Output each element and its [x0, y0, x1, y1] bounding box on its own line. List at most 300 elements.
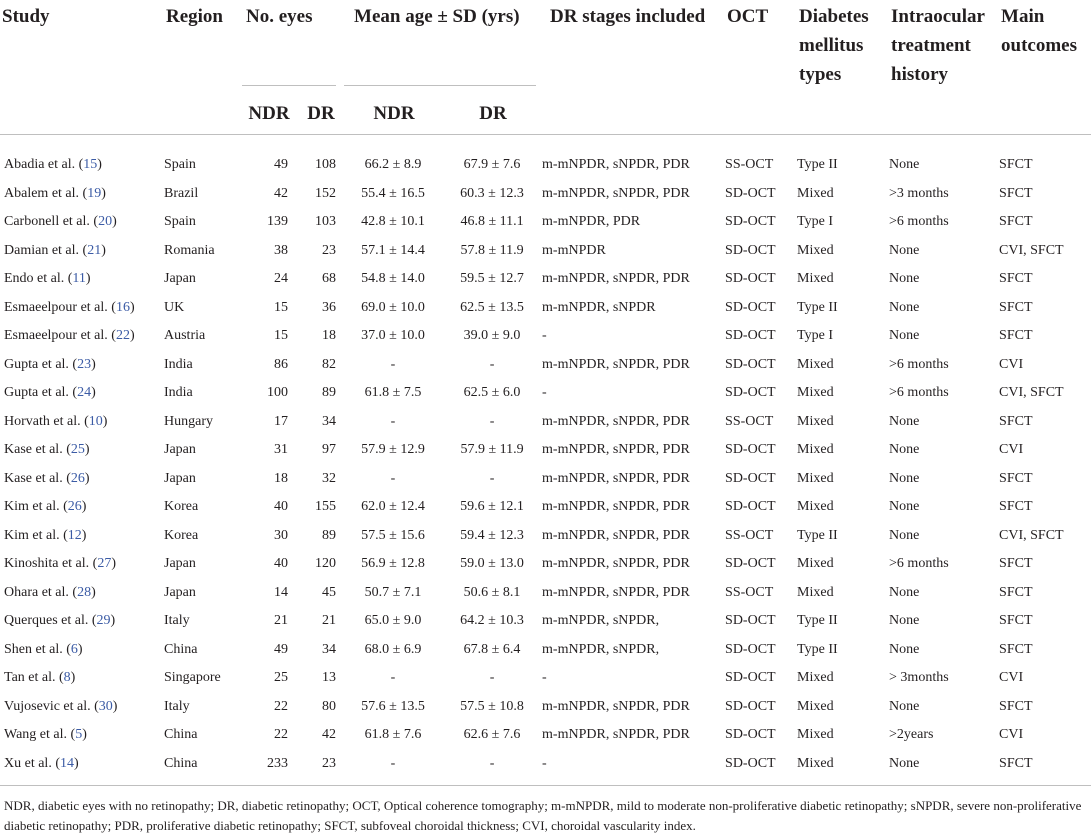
- cell-main-outcomes: SFCT: [999, 413, 1033, 429]
- cell-dr-stages: m-mNPDR, sNPDR, PDR: [542, 185, 690, 201]
- cell-region: Japan: [164, 470, 196, 486]
- cell-age-ndr: 57.6 ± 13.5: [361, 698, 425, 714]
- study-name: Esmaeelpour et al. (: [4, 328, 116, 343]
- cell-diabetes-type: Mixed: [797, 499, 834, 514]
- header-treatment-line1: Intraocular: [891, 6, 985, 27]
- cell-eyes-dr: 120: [315, 556, 337, 571]
- cell-study: [0, 465, 164, 494]
- study-name: Querques et al. (: [4, 613, 97, 628]
- cell-eyes-dr: 152: [315, 185, 337, 201]
- cell-study: [0, 750, 164, 779]
- study-name: Wang et al. (: [4, 727, 76, 742]
- cell-age-ndr: -: [390, 670, 396, 685]
- cell-study: [0, 436, 164, 465]
- cell-main-outcomes: SFCT: [999, 271, 1033, 286]
- cell-dr-stages: -: [542, 670, 547, 685]
- cell-treatment-history: None: [889, 470, 920, 486]
- cell-age-dr: 39.0 ± 9.0: [463, 328, 521, 343]
- header-mean-age: Mean age ± SD (yrs): [354, 6, 520, 27]
- cell-dr-stages: m-mNPDR, sNPDR, PDR: [542, 157, 690, 172]
- header-region: Region: [166, 6, 223, 27]
- cell-study: [0, 579, 164, 608]
- reference-link[interactable]: 19: [87, 185, 102, 201]
- cell-region: Spain: [164, 214, 196, 229]
- cell-region: China: [164, 641, 198, 657]
- cell-eyes-ndr: 49: [274, 157, 288, 172]
- reference-close-paren: ): [91, 584, 96, 600]
- cell-dr-stages: m-mNPDR, sNPDR, PDR: [542, 556, 690, 571]
- cell-eyes-dr: 32: [322, 470, 337, 486]
- cell-dr-stages: m-mNPDR, sNPDR, PDR: [542, 527, 690, 543]
- cell-eyes-dr: 13: [322, 670, 337, 685]
- header-treatment-history: [889, 0, 999, 89]
- cell-main-outcomes: SFCT: [999, 613, 1033, 628]
- reference-link[interactable]: 30: [98, 698, 113, 714]
- cell-age-ndr: 54.8 ± 14.0: [361, 271, 425, 286]
- cell-age-ndr: 42.8 ± 10.1: [361, 214, 425, 229]
- cell-dr-stages: -: [542, 755, 547, 771]
- table-row: [0, 465, 1091, 494]
- cell-region: Korea: [164, 499, 199, 514]
- cell-diabetes-type: Mixed: [797, 584, 834, 600]
- reference-link[interactable]: 14: [59, 755, 74, 771]
- cell-eyes-ndr: 14: [274, 584, 288, 600]
- cell-oct: SS-OCT: [725, 527, 774, 543]
- study-name: Kinoshita et al. (: [4, 556, 98, 571]
- table-row: [0, 693, 1091, 722]
- table-row: [0, 141, 1091, 180]
- table-row: [0, 493, 1091, 522]
- cell-age-ndr: -: [390, 755, 396, 771]
- cell-region: Japan: [164, 442, 196, 457]
- reference-close-paren: ): [111, 556, 116, 571]
- reference-close-paren: ): [82, 727, 87, 742]
- reference-link[interactable]: 6: [70, 641, 78, 657]
- cell-oct: SD-OCT: [725, 698, 776, 714]
- cell-eyes-dr: 34: [322, 413, 337, 429]
- cell-oct: SD-OCT: [725, 442, 776, 457]
- header-diabetes-types: [797, 0, 889, 89]
- header-outcomes-line2: outcomes: [1001, 35, 1078, 56]
- cell-age-dr: 59.6 ± 12.1: [460, 499, 524, 514]
- cell-age-dr: -: [489, 755, 495, 771]
- reference-close-paren: ): [112, 698, 118, 714]
- cell-age-ndr: 69.0 ± 10.0: [361, 299, 425, 315]
- cell-treatment-history: None: [889, 299, 920, 315]
- study-name: Tan et al. (: [4, 670, 64, 685]
- cell-main-outcomes: CVI: [999, 670, 1024, 685]
- cell-region: Japan: [164, 584, 196, 600]
- study-name: Xu et al. (: [4, 755, 60, 771]
- cell-main-outcomes: SFCT: [999, 556, 1033, 571]
- cell-age-dr: -: [489, 413, 495, 429]
- cell-eyes-dr: 82: [322, 356, 337, 372]
- table-row: [0, 351, 1091, 380]
- cell-treatment-history: None: [889, 157, 920, 172]
- cell-age-dr: 57.9 ± 11.9: [460, 442, 524, 457]
- cell-eyes-dr: 103: [315, 214, 337, 229]
- reference-close-paren: ): [110, 613, 116, 628]
- table-row: [0, 750, 1091, 779]
- study-name: Gupta et al. (: [4, 385, 78, 400]
- cell-diabetes-type: Mixed: [797, 442, 834, 457]
- reference-link[interactable]: 8: [63, 670, 71, 685]
- cell-eyes-ndr: 15: [274, 328, 288, 343]
- cell-dr-stages: m-mNPDR, sNPDR,: [542, 613, 660, 628]
- cell-main-outcomes: SFCT: [999, 499, 1033, 514]
- cell-region: Austria: [164, 328, 206, 343]
- study-name: Ohara et al. (: [4, 584, 78, 600]
- study-name: Abadia et al. (: [4, 157, 84, 172]
- cell-age-dr: 62.5 ± 13.5: [460, 299, 524, 315]
- cell-age-dr: -: [489, 670, 495, 685]
- cell-age-ndr: 37.0 ± 10.0: [361, 328, 425, 343]
- cell-age-dr: 46.8 ± 11.1: [460, 214, 524, 229]
- cell-age-ndr: 65.0 ± 9.0: [364, 613, 422, 628]
- cell-oct: SD-OCT: [725, 356, 776, 372]
- cell-eyes-dr: 45: [322, 584, 337, 600]
- cell-age-dr: 64.2 ± 10.3: [460, 613, 524, 628]
- cell-study: [0, 550, 164, 579]
- cell-age-ndr: 62.0 ± 12.4: [361, 499, 425, 514]
- cell-age-dr: 67.9 ± 7.6: [463, 157, 521, 172]
- cell-eyes-dr: 23: [322, 242, 337, 258]
- cell-eyes-ndr: 21: [274, 613, 288, 628]
- cell-age-dr: 67.8 ± 6.4: [463, 641, 521, 657]
- cell-dr-stages: m-mNPDR, sNPDR,: [542, 641, 660, 657]
- cell-main-outcomes: CVI, SFCT: [999, 527, 1064, 543]
- cell-dr-stages: -: [542, 385, 547, 400]
- table-row: [0, 208, 1091, 237]
- cell-main-outcomes: SFCT: [999, 328, 1033, 343]
- cell-study: [0, 322, 164, 351]
- no-eyes-group-rule: [242, 85, 336, 86]
- cell-main-outcomes: SFCT: [999, 641, 1033, 657]
- cell-eyes-ndr: 38: [274, 242, 288, 258]
- cell-diabetes-type: Type II: [797, 613, 838, 628]
- header-dr-stages: DR stages included: [550, 6, 706, 27]
- cell-study: [0, 294, 164, 323]
- subheader-eyes-dr: DR: [307, 103, 335, 124]
- table-row: [0, 265, 1091, 294]
- subheader-eyes-ndr: NDR: [248, 103, 290, 124]
- reference-close-paren: ): [102, 413, 108, 429]
- cell-treatment-history: None: [889, 755, 920, 771]
- cell-age-ndr: 66.2 ± 8.9: [364, 157, 422, 172]
- reference-link[interactable]: 20: [98, 214, 113, 229]
- cell-dr-stages: m-mNPDR, sNPDR, PDR: [542, 271, 690, 286]
- cell-eyes-ndr: 18: [274, 470, 288, 486]
- cell-study: [0, 141, 164, 180]
- cell-region: India: [164, 385, 193, 400]
- cell-diabetes-type: Type I: [797, 328, 833, 343]
- cell-region: Italy: [164, 698, 190, 714]
- cell-dr-stages: -: [542, 328, 547, 343]
- reference-close-paren: ): [73, 755, 79, 771]
- cell-treatment-history: None: [889, 641, 920, 657]
- cell-dr-stages: m-mNPDR, sNPDR, PDR: [542, 442, 690, 457]
- reference-link[interactable]: 28: [77, 584, 92, 600]
- table-row: [0, 664, 1091, 693]
- study-name: Damian et al. (: [4, 242, 88, 258]
- cell-treatment-history: >2years: [889, 727, 934, 742]
- cell-eyes-dr: 42: [322, 727, 337, 742]
- cell-eyes-dr: 68: [322, 271, 337, 286]
- cell-main-outcomes: SFCT: [999, 214, 1033, 229]
- cell-age-ndr: 68.0 ± 6.9: [364, 641, 422, 657]
- cell-main-outcomes: CVI: [999, 356, 1024, 372]
- reference-close-paren: ): [81, 527, 87, 543]
- cell-region: Hungary: [164, 413, 213, 429]
- cell-study: [0, 379, 164, 408]
- reference-link[interactable]: 26: [67, 499, 82, 514]
- cell-eyes-dr: 34: [322, 641, 337, 657]
- cell-eyes-ndr: 24: [274, 271, 288, 286]
- reference-link[interactable]: 22: [115, 328, 130, 343]
- reference-link[interactable]: 24: [77, 385, 92, 400]
- cell-oct: SD-OCT: [725, 299, 776, 315]
- cell-main-outcomes: CVI: [999, 442, 1024, 457]
- cell-age-dr: 62.6 ± 7.6: [463, 727, 521, 742]
- cell-eyes-ndr: 17: [274, 413, 288, 429]
- cell-dr-stages: m-mNPDR, sNPDR, PDR: [542, 727, 690, 742]
- cell-main-outcomes: SFCT: [999, 470, 1033, 486]
- cell-oct: SD-OCT: [725, 613, 776, 628]
- cell-region: Spain: [164, 157, 196, 172]
- reference-close-paren: ): [84, 442, 90, 457]
- reference-link[interactable]: 10: [88, 413, 103, 429]
- cell-eyes-ndr: 42: [274, 185, 288, 201]
- reference-link[interactable]: 15: [83, 157, 98, 172]
- table-row: [0, 436, 1091, 465]
- cell-eyes-ndr: 86: [274, 356, 288, 372]
- cell-eyes-ndr: 22: [274, 698, 288, 714]
- cell-diabetes-type: Mixed: [797, 670, 834, 685]
- reference-close-paren: ): [81, 499, 87, 514]
- study-name: Gupta et al. (: [4, 356, 78, 372]
- cell-eyes-ndr: 40: [274, 556, 288, 571]
- cell-oct: SD-OCT: [725, 755, 776, 771]
- cell-eyes-ndr: 139: [267, 214, 288, 229]
- cell-dr-stages: m-mNPDR, sNPDR, PDR: [542, 356, 690, 372]
- header-no-eyes: No. eyes: [246, 6, 313, 27]
- cell-treatment-history: >6 months: [889, 214, 949, 229]
- cell-eyes-ndr: 22: [274, 727, 288, 742]
- header-treatment-line3: history: [891, 64, 949, 85]
- table-row: [0, 322, 1091, 351]
- cell-age-dr: 62.5 ± 6.0: [463, 385, 521, 400]
- cell-dr-stages: m-mNPDR, sNPDR, PDR: [542, 413, 690, 429]
- reference-link[interactable]: 23: [77, 356, 92, 372]
- cell-age-ndr: -: [390, 356, 396, 372]
- cell-region: Brazil: [164, 185, 199, 201]
- header-treatment-line2: treatment: [891, 35, 971, 56]
- cell-oct: SD-OCT: [725, 727, 776, 742]
- cell-oct: SD-OCT: [725, 470, 776, 486]
- cell-dr-stages: m-mNPDR, sNPDR, PDR: [542, 584, 690, 600]
- header-outcomes-line1: Main: [1001, 6, 1045, 27]
- table-row: [0, 379, 1091, 408]
- cell-dr-stages: m-mNPDR, sNPDR: [542, 299, 656, 315]
- cell-study: [0, 522, 164, 551]
- cell-study: [0, 408, 164, 437]
- table-row: [0, 294, 1091, 323]
- cell-eyes-ndr: 40: [274, 499, 288, 514]
- cell-diabetes-type: Mixed: [797, 185, 834, 201]
- reference-close-paren: ): [129, 299, 135, 315]
- cell-age-dr: 57.5 ± 10.8: [460, 698, 524, 714]
- cell-eyes-dr: 36: [322, 299, 337, 315]
- cell-region: Italy: [164, 613, 190, 628]
- cell-age-dr: -: [489, 356, 495, 372]
- study-name: Carbonell et al. (: [4, 214, 99, 229]
- cell-eyes-dr: 80: [322, 698, 337, 714]
- table-header: [0, 0, 1091, 141]
- table-row: [0, 636, 1091, 665]
- cell-study: [0, 721, 164, 750]
- cell-treatment-history: > 3months: [889, 670, 949, 685]
- cell-age-ndr: -: [390, 413, 396, 429]
- cell-region: China: [164, 755, 198, 771]
- header-diabetes-line2: mellitus: [799, 35, 864, 56]
- cell-eyes-dr: 108: [315, 157, 337, 172]
- cell-treatment-history: >6 months: [889, 385, 949, 400]
- cell-eyes-dr: 89: [322, 527, 337, 543]
- reference-close-paren: ): [97, 157, 102, 172]
- table-row: [0, 607, 1091, 636]
- cell-main-outcomes: SFCT: [999, 755, 1033, 771]
- cell-dr-stages: m-mNPDR: [542, 242, 606, 258]
- cell-dr-stages: m-mNPDR, PDR: [542, 214, 641, 229]
- cell-dr-stages: m-mNPDR, sNPDR, PDR: [542, 470, 690, 486]
- reference-close-paren: ): [85, 271, 91, 286]
- cell-diabetes-type: Type II: [797, 157, 838, 172]
- cell-study: [0, 664, 164, 693]
- cell-age-ndr: 56.9 ± 12.8: [361, 556, 425, 571]
- cell-diabetes-type: Type I: [797, 214, 833, 229]
- cell-study: [0, 607, 164, 636]
- cell-oct: SD-OCT: [725, 328, 776, 343]
- cell-eyes-dr: 97: [322, 442, 337, 457]
- table-row: [0, 579, 1091, 608]
- reference-link[interactable]: 16: [115, 299, 130, 315]
- cell-age-dr: 50.6 ± 8.1: [463, 584, 521, 600]
- header-diabetes-line1: Diabetes: [799, 6, 869, 27]
- cell-treatment-history: >3 months: [889, 185, 949, 201]
- cell-treatment-history: None: [889, 442, 920, 457]
- cell-oct: SS-OCT: [725, 413, 774, 429]
- reference-close-paren: ): [91, 356, 96, 372]
- table-row: [0, 550, 1091, 579]
- study-name: Horvath et al. (: [4, 413, 89, 429]
- study-name: Kase et al. (: [4, 470, 71, 486]
- header-diabetes-line3: types: [799, 64, 842, 85]
- cell-study: [0, 636, 164, 665]
- study-name: Esmaeelpour et al. (: [4, 299, 116, 315]
- cell-eyes-ndr: 25: [274, 670, 288, 685]
- cell-age-dr: 59.0 ± 13.0: [460, 556, 524, 571]
- cell-study: [0, 493, 164, 522]
- cell-diabetes-type: Mixed: [797, 470, 834, 486]
- reference-link[interactable]: 21: [87, 242, 102, 258]
- cell-age-ndr: 50.7 ± 7.1: [364, 584, 422, 600]
- cell-main-outcomes: SFCT: [999, 584, 1033, 600]
- cell-oct: SD-OCT: [725, 271, 776, 286]
- table-row: [0, 408, 1091, 437]
- cell-diabetes-type: Mixed: [797, 556, 834, 571]
- cell-age-dr: -: [489, 470, 495, 486]
- cell-oct: SD-OCT: [725, 499, 776, 514]
- cell-treatment-history: None: [889, 613, 920, 628]
- cell-eyes-dr: 89: [322, 385, 337, 400]
- reference-link[interactable]: 29: [96, 613, 111, 628]
- reference-link[interactable]: 11: [72, 271, 86, 286]
- cell-treatment-history: >6 months: [889, 556, 949, 571]
- cell-age-dr: 60.3 ± 12.3: [460, 185, 524, 201]
- cell-treatment-history: None: [889, 413, 920, 429]
- reference-close-paren: ): [101, 242, 106, 258]
- header-bottom-rule: [0, 134, 1091, 135]
- cell-treatment-history: None: [889, 242, 920, 258]
- table-row: [0, 522, 1091, 551]
- reference-close-paren: ): [77, 641, 83, 657]
- study-name: Kim et al. (: [4, 499, 68, 514]
- cell-age-ndr: 61.8 ± 7.5: [364, 385, 422, 400]
- reference-link[interactable]: 26: [70, 470, 85, 486]
- cell-treatment-history: None: [889, 584, 920, 600]
- cell-dr-stages: m-mNPDR, sNPDR, PDR: [542, 499, 690, 514]
- cell-age-ndr: 61.8 ± 7.6: [364, 727, 422, 742]
- reference-link[interactable]: 5: [75, 727, 83, 742]
- reference-link[interactable]: 27: [97, 556, 112, 571]
- cell-dr-stages: m-mNPDR, sNPDR, PDR: [542, 698, 690, 714]
- cell-eyes-dr: 21: [322, 613, 337, 628]
- subheader-age-ndr: NDR: [373, 103, 415, 124]
- cell-age-ndr: 57.1 ± 14.4: [361, 242, 425, 258]
- study-name: Kim et al. (: [4, 527, 68, 543]
- cell-oct: SD-OCT: [725, 185, 776, 201]
- header-study: Study: [2, 6, 50, 27]
- cell-eyes-ndr: 15: [274, 299, 288, 315]
- cell-region: China: [164, 727, 198, 742]
- reference-close-paren: ): [91, 385, 96, 400]
- study-name: Vujosevic et al. (: [4, 698, 99, 714]
- header-oct: OCT: [727, 6, 769, 27]
- cell-age-ndr: 57.9 ± 12.9: [361, 442, 425, 457]
- table-row: [0, 237, 1091, 266]
- cell-treatment-history: None: [889, 698, 920, 714]
- reference-link[interactable]: 12: [67, 527, 82, 543]
- cell-main-outcomes: SFCT: [999, 185, 1033, 201]
- cell-diabetes-type: Mixed: [797, 356, 834, 372]
- cell-diabetes-type: Mixed: [797, 242, 834, 258]
- cell-main-outcomes: SFCT: [999, 157, 1033, 172]
- study-name: Endo et al. (: [4, 271, 73, 286]
- header-main-outcomes: [999, 0, 1091, 89]
- cell-eyes-dr: 18: [322, 328, 337, 343]
- cell-treatment-history: None: [889, 527, 920, 543]
- cell-eyes-ndr: 233: [267, 755, 288, 771]
- reference-close-paren: ): [112, 214, 117, 229]
- reference-link[interactable]: 25: [70, 442, 85, 457]
- cell-diabetes-type: Mixed: [797, 413, 834, 429]
- cell-diabetes-type: Mixed: [797, 727, 834, 742]
- cell-diabetes-type: Type II: [797, 299, 838, 315]
- cell-oct: SD-OCT: [725, 641, 776, 657]
- cell-eyes-dr: 23: [322, 755, 337, 771]
- cell-oct: SD-OCT: [725, 670, 776, 685]
- cell-treatment-history: None: [889, 271, 920, 286]
